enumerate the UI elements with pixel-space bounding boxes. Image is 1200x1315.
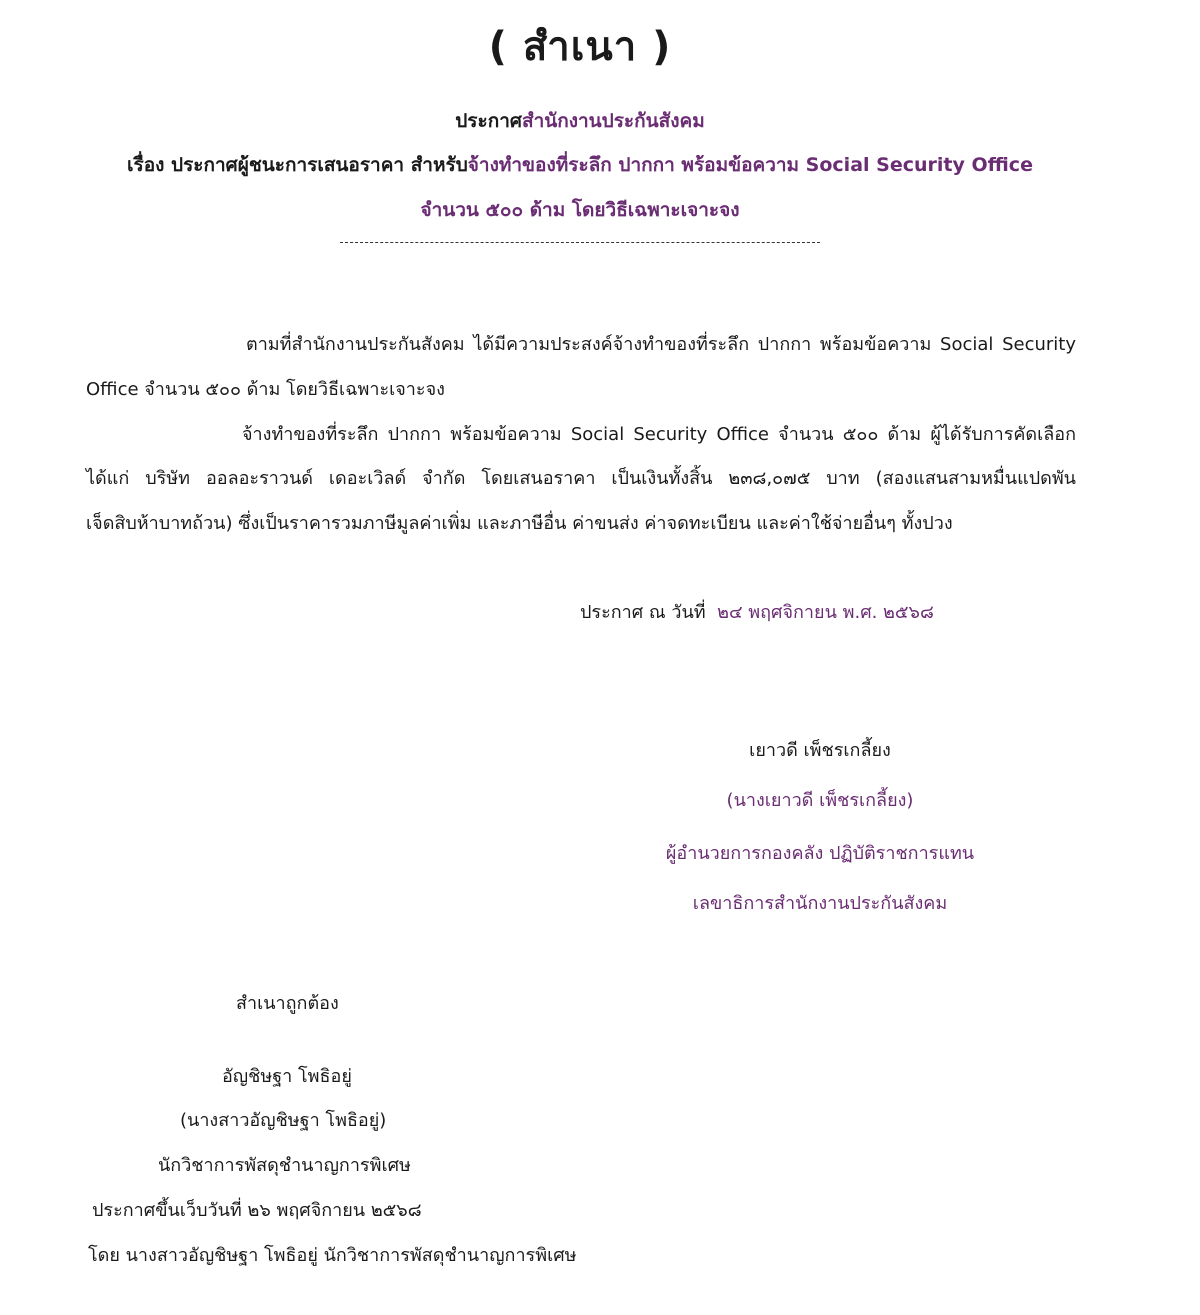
header-divider [340,242,820,243]
certified-position: นักวิชาการพัสดุชำนาญการพิเศษ [158,1155,411,1176]
paragraph-1-line-2: Office จำนวน ๕๐๐ ด้าม โดยวิธีเฉพาะเจาะจง [86,379,445,400]
announce-date: ๒๔ พฤศจิกายน พ.ศ. ๒๕๖๘ [717,602,934,623]
copy-mark-title: ( สำเนา ) [488,24,672,70]
subject-line-1 [0,150,1160,180]
paragraph-2-line-2: ได้แก่ บริษัท ออลอะราวนด์ เดอะเวิลด์ จำกัด โดยเสนอราคา เป็นเงินทั้งสิ้น ๒๓๘,๐๗๕ บาท (สองแสนสามหมื่นแปดพัน [86,468,1076,489]
paragraph-1-line-1: ตามที่สำนักงานประกันสังคม ได้มีความประสงค์จ้างทำของที่ระลึก ปากกา พร้อมข้อความ Social Security [246,334,1076,355]
signatory-signature: เยาวดี เพ็ชรเกลี้ยง [749,740,891,761]
signatory-position-2: เลขาธิการสำนักงานประกันสังคม [692,893,948,914]
certified-label: สำเนาถูกต้อง [236,993,339,1014]
org-name: สำนักงานประกันสังคม [521,110,705,132]
paragraph-2-line-1: จ้างทำของที่ระลึก ปากกา พร้อมข้อความ Social Security Office จำนวน ๕๐๐ ด้าม ผู้ได้รับการคัดเลือก [242,424,1076,445]
posted-by-line: โดย นางสาวอัญชิษฐา โพธิอยู่ นักวิชาการพัสดุชำนาญการพิเศษ [88,1245,577,1266]
posted-date-line: ประกาศขึ้นเว็บวันที่ ๒๖ พฤศจิกายน ๒๕๖๘ [92,1200,422,1221]
announcement-title [0,106,1160,136]
signatory-full-name: (นางเยาวดี เพ็ชรเกลี้ยง) [726,790,914,811]
announce-prefix: ประกาศ ณ วันที่ [580,602,706,623]
subject-prefix: เรื่อง ประกาศผู้ชนะการเสนอราคา สำหรับ [127,154,468,176]
signatory-position-1: ผู้อำนวยการกองคลัง ปฏิบัติราชการแทน [665,843,975,864]
org-prefix: ประกาศ [455,110,522,132]
announce-date-line [580,597,934,626]
certified-full-name: (นางสาวอัญชิษฐา โพธิอยู่) [180,1110,387,1131]
subject-line-2: จำนวน ๕๐๐ ด้าม โดยวิธีเฉพาะเจาะจง [420,199,740,221]
paragraph-2-line-3: เจ็ดสิบห้าบาทถ้วน) ซึ่งเป็นราคารวมภาษีมูลค่าเพิ่ม และภาษีอื่น ค่าขนส่ง ค่าจดทะเบียน และค่าใช้จ่ายอื่นๆ ทั้งปวง [86,513,953,534]
certified-signature: อัญชิษฐา โพธิอยู่ [222,1066,352,1087]
subject-item: จ้างทำของที่ระลึก ปากกา พร้อมข้อความ Social Security Office [467,154,1033,176]
